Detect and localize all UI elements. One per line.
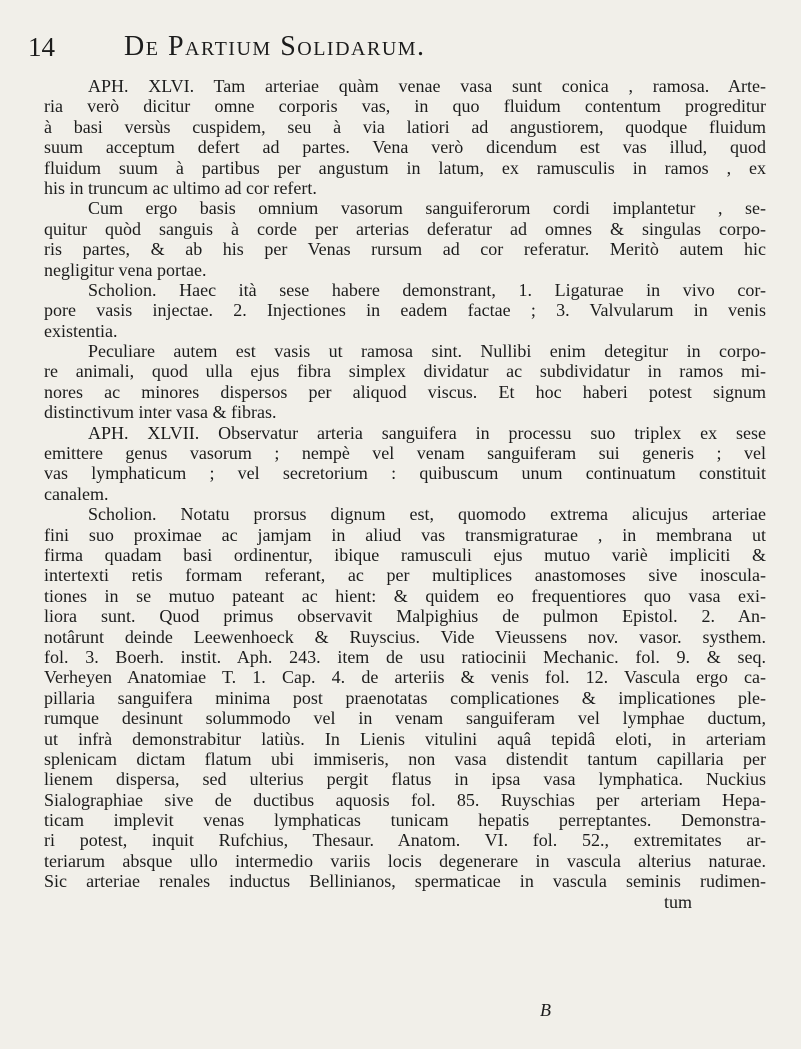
text-line: Cum ergo basis omnium vasorum sanguiferorum cordi implantetur , se- (88, 198, 766, 219)
text-line: fol. 3. Boerh. instit. Aph. 243. item de usu ratiocinii Mechanic. fol. 9. & seq. (44, 646, 766, 667)
text-line: ticam implevit venas lymphaticas tunicam hepatis perreptantes. Demonstra- (44, 810, 766, 831)
running-title: De Partium Solidarum. (124, 31, 426, 62)
text-line: distinctivum inter vasa & fibras. (44, 402, 277, 423)
body-text (44, 76, 766, 912)
text-line: Scholion. Haec ità sese habere demonstrant, 1. Ligaturae in vivo cor- (88, 279, 766, 300)
text-line: Sialographiae sive de ductibus aquosis fol. 85. Ruyschias per arteriam Hepa- (44, 789, 766, 810)
text-line: ut infrà demonstrabitur latiùs. In Lienis vitulini aquâ tepidâ eloti, in arteriam (44, 728, 766, 749)
text-line: negligitur vena portae. (44, 259, 207, 280)
text-line: liora sunt. Quod primus observavit Malpighius de pulmon Epistol. 2. An- (44, 606, 766, 627)
catchword: tum (663, 891, 692, 912)
text-line: nores ac minores dispersos per aliquod viscus. Et hoc haberi potest signum (44, 381, 766, 402)
text-line: Sic arteriae renales inductus Bellinianos, spermaticae in vascula seminis rudimen- (44, 871, 766, 892)
text-line: teriarum absque ullo intermedio variis locis degenerare in vascula alterius naturae. (44, 850, 766, 871)
signature-mark: B (540, 1000, 551, 1020)
text-line: Peculiare autem est vasis ut ramosa sint. Nullibi enim detegitur in corpo- (88, 341, 766, 362)
text-line: ris partes, & ab his per Venas rursum ad cor referatur. Meritò autem hic (44, 239, 766, 260)
text-line: lienem dispersa, sed ulterius pergit flatus in ipsa vasa lymphatica. Nuckius (44, 769, 766, 790)
text-line: vas lymphaticum ; vel secretorium : quibuscum unum continuatum constituit (44, 463, 766, 484)
text-line: pillaria sanguifera minima post praenotatas complicationes & implicationes ple- (44, 687, 766, 708)
text-line: APH. XLVI. Tam arteriae quàm venae vasa sunt conica , ramosa. Arte- (88, 76, 766, 96)
text-line: existentia. (44, 320, 118, 341)
text-line: splenicam dictam flatum ubi immiseris, non vasa distendit tantum capillaria per (44, 748, 766, 769)
text-line: his in truncum ac ultimo ad cor refert. (44, 177, 317, 198)
text-line: ria verò dicitur omne corporis vas, in quo fluidum contentum progreditur (44, 96, 766, 117)
text-line: rumque desinunt solummodo vel in venam sanguiferam vel lymphae ductum, (44, 708, 766, 729)
text-line: re animali, quod ulla ejus fibra simplex dividatur ac subdividatur in ramos mi- (44, 361, 766, 382)
text-line: APH. XLVII. Observatur arteria sanguifera in processu suo triplex ex sese (88, 422, 766, 443)
text-line: fini suo proximae ac jamjam in aliud vas transmigraturae , in membrana ut (44, 524, 766, 545)
text-line: à basi versùs cuspidem, seu à via latiori ad angustiorem, quodque fluidum (44, 116, 766, 137)
text-line: canalem. (44, 483, 109, 504)
text-line: Verheyen Anatomiae T. 1. Cap. 4. de arteriis & venis fol. 12. Vascula ergo ca- (44, 667, 766, 688)
text-line: Scholion. Notatu prorsus dignum est, quomodo extrema alicujus arteriae (88, 504, 766, 525)
text-line: emittere genus vasorum ; nempè vel venam sanguiferam sui generis ; vel (44, 443, 766, 464)
text-line: quitur quòd sanguis à corde per arterias deferatur ad omnes & singulas corpo- (44, 218, 766, 239)
text-line: ri potest, inquit Rufchius, Thesaur. Anatom. VI. fol. 52., extremitates ar- (44, 830, 766, 851)
text-line: fluidum suum à partibus per angustum in latum, ex ramusculis in ramos , ex (44, 157, 766, 178)
text-line: firma quadam basi ordinentur, ibique ramusculi ejus mutuo variè impliciti & (44, 544, 766, 565)
text-line: tiones in se mutuo pateant ac hient: & quidem eo frequentiores quo vasa exi- (44, 585, 766, 606)
text-line: suum acceptum defert ad partes. Vena verò dicendum est vas illud, quod (44, 137, 766, 158)
text-line: notârunt deinde Leewenhoeck & Ruyscius. Vide Vieussens nov. vasor. systhem. (44, 626, 766, 647)
page-header (28, 26, 768, 66)
text-line: pore vasis injectae. 2. Injectiones in eadem factae ; 3. Valvularum in venis (44, 300, 766, 321)
text-line: intertexti retis formam referant, ac per multiplices anastomoses sive inoscula- (44, 565, 766, 586)
page-number: 14 (28, 32, 55, 62)
